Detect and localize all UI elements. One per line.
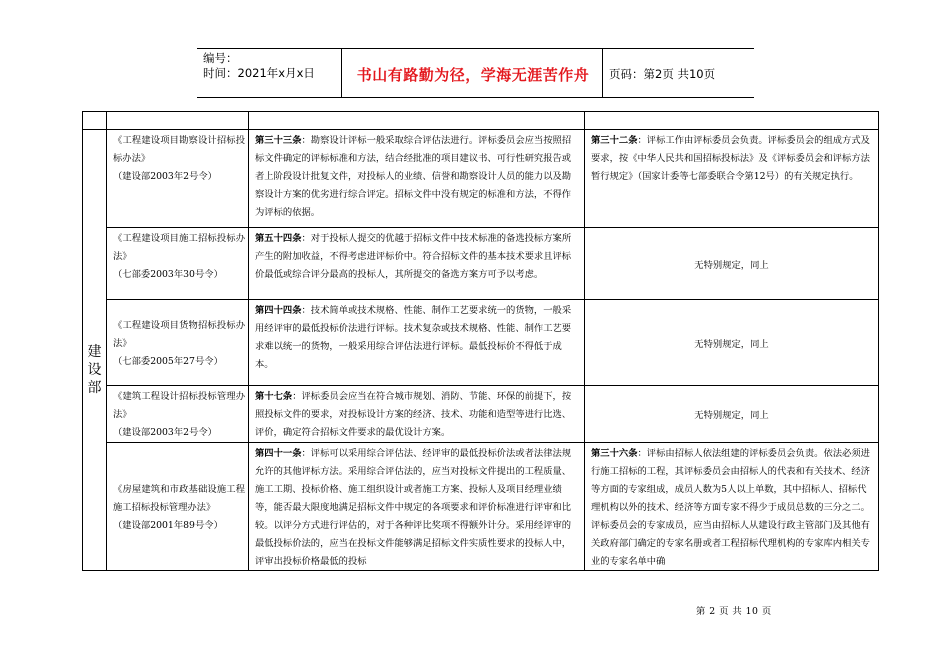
left-clause-cell	[249, 300, 585, 386]
page-footer: 第 2 页 共 10 页	[696, 606, 772, 617]
regulation-title: 《房屋建筑和市政基础设施工程施工招标投标管理办法》	[113, 483, 245, 513]
right-clause-cell: 无特别规定，同上	[585, 228, 879, 300]
clause-text: ：评标由招标人依法组建的评标委员会负责。依法必须进行施工招标的工程，其评标委员会由招标人的代表和有关技术、经济等方面的专家组成，成员人数为5人以上单数，其中招标人、招标代理机构以外的技术、经济等方面专家不得少于成员总数的三分之二。评标委员会的专家成员，应当由招标人从建设行政主管部门及其他有关政府部门确定的专家名册或者工程招标代理机构的专家库内相关专业的专家名单中确	[591, 448, 870, 567]
source-cell	[107, 443, 249, 571]
regulation-title: 《工程建设项目施工招标投标办法》	[113, 233, 245, 262]
table-cell	[249, 112, 585, 130]
left-clause-cell	[249, 130, 585, 228]
regulation-issuer: （建设部2003年2号令）	[113, 427, 217, 438]
clause-number: 第三十六条	[591, 448, 638, 459]
table-row	[83, 443, 879, 571]
left-clause-cell	[249, 228, 585, 300]
clause-number: 第十七条	[255, 391, 293, 402]
table-row	[83, 130, 879, 228]
table-row	[83, 300, 879, 386]
right-clause-cell	[585, 130, 879, 228]
header-divider	[602, 49, 603, 97]
clause-text: ：评标工作由评标委员会负责。评标委员会的组成方式及要求，按《中华人民共和国招标投标法》及《评标委员会和评标方法暂行规定》（国家计委等七部委联合令第12号）的有关规定执行。	[591, 135, 870, 182]
table-cell	[107, 112, 249, 130]
clause-number: 第四十一条	[255, 448, 302, 459]
clause-text: ：评标委员会应当在符合城市规划、消防、节能、环保的前提下，按照投标文件的要求，对投标设计方案的经济、技术、功能和造型等进行比选、评价，确定符合招标文件要求的最优设计方案。	[255, 391, 572, 438]
regulation-issuer: （七部委2003年30号令）	[113, 269, 223, 280]
clause-number: 第五十四条	[255, 233, 302, 244]
right-clause-cell: 无特别规定，同上	[585, 386, 879, 443]
regulation-title: 《建筑工程设计招标投标管理办法》	[113, 391, 245, 420]
document-header	[197, 48, 754, 98]
number-label: 编号：	[203, 51, 238, 65]
clause-text: ：评标可以采用综合评估法、经评审的最低投标价法或者法律法规允许的其他评标方法。采用综合评估法的，应当对投标文件提出的工程质量、施工工期、投标价格、施工组织设计或者施工方案、投标人及项目经理业绩等，能否最大限度地满足招标文件中规定的各项要求和评价标准进行评审和比较。以评分方式进行评估的，对于各种评比奖项不得额外计分。采用经评审的最低投标价法的，应当在投标文件能够满足招标文件实质性要求的投标人中，评审出投标价格最低的投标	[255, 448, 572, 567]
header-meta	[203, 51, 315, 81]
header-page-label: 页码：第2页 共10页	[609, 67, 716, 81]
regulation-issuer: （建设部2001年89号令）	[113, 519, 223, 531]
table-cell	[83, 112, 107, 130]
regulation-table	[82, 111, 879, 571]
header-divider	[341, 49, 342, 97]
clause-body	[255, 445, 580, 569]
regulation-issuer: （七部委2005年27号令）	[113, 355, 223, 367]
table-cell	[585, 112, 879, 130]
left-clause-cell	[249, 386, 585, 443]
table-header-row	[83, 112, 879, 130]
department-cell: 建设部	[83, 130, 107, 571]
right-clause-cell: 无特别规定，同上	[585, 300, 879, 386]
regulation-title: 《工程建设项目勘察设计招标投标办法》	[113, 135, 245, 164]
source-cell	[107, 386, 249, 443]
left-clause-cell	[249, 443, 585, 571]
time-label: 时间：2021年x月x日	[203, 66, 315, 80]
source-cell	[107, 300, 249, 386]
clause-number: 第四十四条	[255, 305, 302, 316]
table-row	[83, 386, 879, 443]
regulation-title: 《工程建设项目货物招标投标办法》	[113, 319, 245, 349]
clause-text: ：勘察设计评标一般采取综合评估法进行。评标委员会应当按照招标文件确定的评标标准和方法，结合经批准的项目建议书、可行性研究报告或者上阶段设计批复文件，对投标人的业绩、信誉和勘察设计人员的能力以及勘察设计方案的优劣进行综合评定。招标文件中没有规定的标准和方法，不得作为评标的依据。	[255, 135, 572, 218]
table-row	[83, 228, 879, 300]
clause-text: ：对于投标人提交的优越于招标文件中技术标准的备选投标方案所产生的附加收益，不得考虑进评标价中。符合招标文件的基本技术要求且评标价最低或综合评分最高的投标人，其所提交的备选方案方可予以考虑。	[255, 233, 572, 280]
clause-body	[591, 445, 874, 569]
clause-text: ：技术简单或技术规格、性能、制作工艺要求统一的货物，一般采用经评审的最低投标价法进行评标。技术复杂或技术规格、性能、制作工艺要求难以统一的货物，一般采用综合评估法进行评标。最低投标价不得低于成本。	[255, 305, 572, 370]
source-cell	[107, 130, 249, 228]
right-clause-cell	[585, 443, 879, 571]
header-motto: 书山有路勤为径，学海无涯苦作舟	[356, 66, 590, 84]
regulation-issuer: （建设部2003年2号令）	[113, 171, 217, 182]
source-cell	[107, 228, 249, 300]
clause-number: 第三十二条	[591, 135, 638, 146]
clause-number: 第三十三条	[255, 135, 302, 146]
